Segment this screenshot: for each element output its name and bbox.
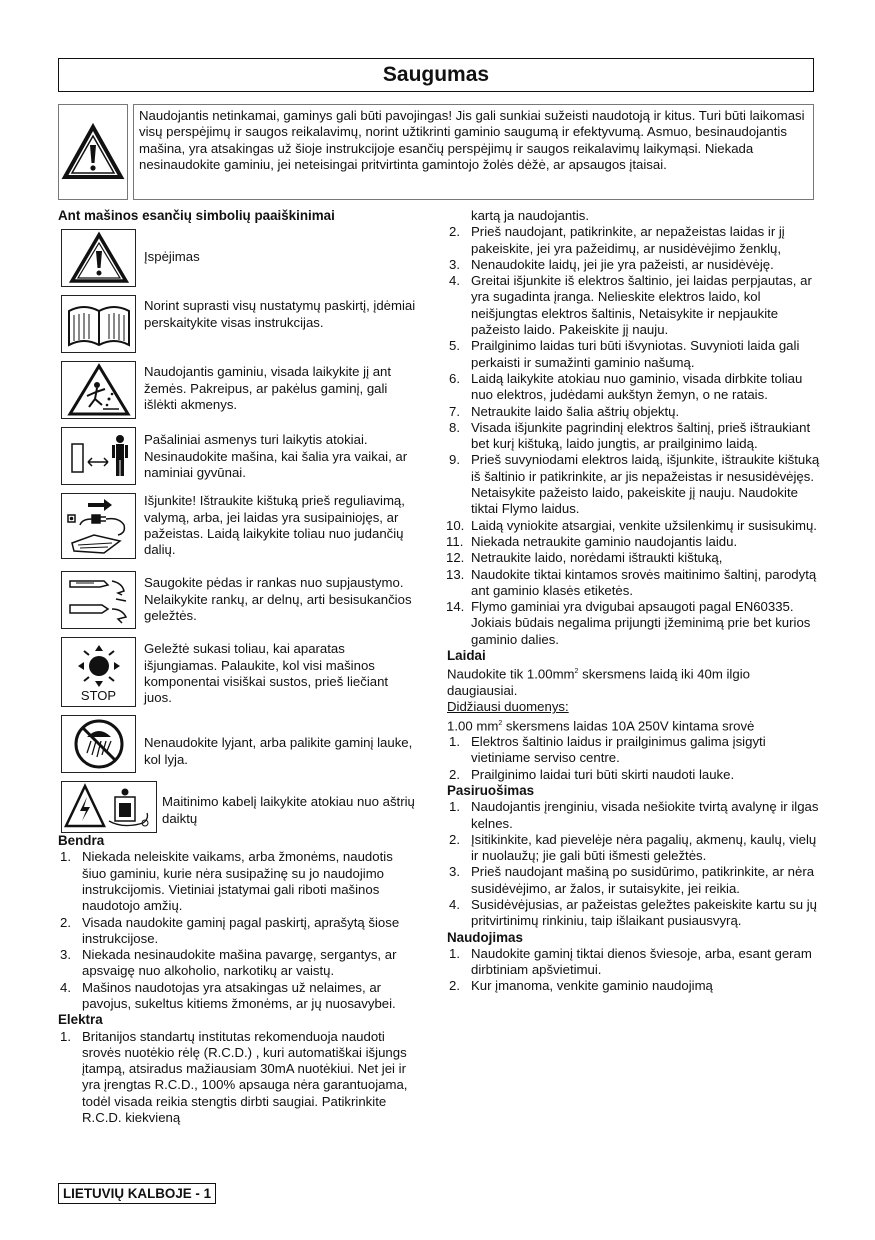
list-item: 2. Įsitikinkite, kad pievelėje nėra pagalių, akmenų, kaulų, vielų ir nuolaužų; jie gali būti išmesti geležtės.: [449, 831, 817, 864]
symbol-text-unplug: Išjunkite! Ištraukite kištuką prieš reguliavimą, valymą, arba, jei laidas yra susipainiojęs, ar pažeistas. Laidą laikykite toliau nuo judančių dalių.: [144, 493, 405, 558]
symbol-row-bystanders: [58, 427, 418, 493]
list-item: 8. Visada išjunkite pagrindinį elektros šaltinį, prieš ištraukiant bet kurį kištuką, laido jungtis, ar prailginimo laidą.: [449, 419, 811, 452]
laidai-paragraph: Naudokite tik $1.00mm^2$ skersmens laidą iki 40m ilgio daugiausiai.: [447, 666, 750, 698]
list-bendra: [58, 849, 418, 1012]
list-item: kartą ja naudojantis.: [471, 208, 590, 223]
hands-feet-blade-icon: [61, 571, 136, 629]
warning-icon-box: [58, 104, 128, 200]
list-item: 13. Naudokite tiktai kintamos srovės maitinimo šaltinį, parodytą ant gaminio klasės etiketės.: [446, 566, 817, 598]
symbols-heading: Ant mašinos esančių simbolių paaiškinimai: [58, 208, 335, 223]
list-item: 2. Prailginimo laidai turi būti skirti naudoti lauke.: [449, 766, 735, 782]
list-item: 10. Laidą vyniokite atsargiai, venkite užsilenkimų ir susisukimų.: [446, 517, 817, 533]
list-item: 1. Elektros šaltinio laidus ir prailginimus galima įsigyti vietiniame serviso centre.: [449, 734, 766, 766]
list-item: 1. Niekada neleiskite vaikams, arba žmonėms, naudotis šiuo gaminiu, kurie nėra susipažinę su jo naudojimo instrukcijomis. Vietiniai įstatymai gali riboti mašinos naudotojo amžių.: [60, 849, 393, 914]
flying-stones-icon: [61, 361, 136, 419]
list-item: 3. Nenaudokite laidų, jei jie yra pažeisti, ar nusidėvėję.: [449, 256, 774, 272]
manual-book-icon: [61, 295, 136, 353]
section-heading-laidai: Laidai: [447, 648, 486, 664]
unplug-icon: [61, 493, 136, 559]
list-item: 2. Kur įmanoma, venkite gaminio naudojimą: [449, 978, 713, 994]
section-heading-bendra: Bendra: [58, 833, 105, 849]
warning-triangle-icon: [59, 105, 127, 199]
right-column: [447, 208, 822, 995]
list-item: 2. Prieš naudojant, patikrinkite, ar nepažeistas laidas ir jį pakeiskite, jei yra pažeidimų, ar nusidėvėjimo ženklų,: [449, 224, 785, 256]
left-column: [58, 208, 418, 1126]
symbol-text-bystanders: Pašaliniai asmenys turi laikytis atokiai. Nesinaudokite mašina, kai šalia yra vaikai, ar naminiai gyvūnai.: [144, 432, 408, 481]
symbol-text-stones: Naudojantis gaminiu, visada laikykite jį ant žemės. Pakreipus, ar pakėlus gaminį, gali išlėkti akmenys.: [144, 364, 392, 413]
list-item: 1. Britanijos standartų institutas rekomenduoja naudoti srovės nuotėkio rėlę (R.C.D.) , kuri automatiškai išjungs įtampą, atsiradus mažiausiam 30mA nuotėkiui. Net jei ir yra įrengtas R.C.D., 100% apsauga nėra garantuojama, todėl visada reikia stengtis dirbti saugiai. Patikrinkite R.C.D. kiekvieną: [60, 1028, 408, 1126]
page-footer: LIETUVIŲ KALBOJE - 1: [58, 1183, 216, 1204]
symbol-text-manual: Norint suprasti visų nustatymų paskirtį, įdėmiai perskaitykite visas instrukcijas.: [144, 298, 416, 330]
list-item: 2. Visada naudokite gaminį pagal paskirtį, aprašytą šiose instrukcijose.: [60, 914, 400, 946]
stop-label: STOP: [80, 688, 117, 704]
list-item: 12. Netraukite laido, norėdami ištraukti kištuką,: [446, 550, 723, 566]
warning-text: Naudojantis netinkamai, gaminys gali būti pavojingas! Jis gali sunkiai sužeisti naudotoją ir kitus. Turi būti laikomasi visų perspėjimų ir saugos reikalavimų, norint užtikrinti gaminio saugumą ir efektyvumą. Asmuo, besinaudojantis mašina, yra atsakingas už šioje instrukcijoje esančių perspėjimų ir saugos reikalavimų laikymąsi. Niekada nesinaudokite gaminiu, jei neteisingai pritvirtinta gamintojo žolės dėžė, ar apsaugos įtaisai.: [133, 104, 814, 200]
page-title: Saugumas: [58, 58, 814, 92]
section-heading-pasiruosimas: Pasiruošimas: [447, 783, 535, 799]
list-laidai: [447, 734, 822, 783]
list-item: 1. Naudojantis įrenginiu, visada nešiokite tvirtą avalynę ir ilgas kelnes.: [449, 799, 819, 831]
list-item: 5. Prailginimo laidas turi būti išvyniotas. Suvynioti laida gali perkaisti ir sumažinti gaminio našumą.: [449, 338, 800, 370]
list-item: 9. Prieš suvyniodami elektros laidą, išjunkite, ištraukite kištuką iš šaltinio ir patikrinkite, ar jis nepažeistas ir nesusidėvėjęs. Netaisykite pažeisto laido, pakeiskite jį nauju. Naudokite tiktai Flymo laidus.: [449, 452, 820, 517]
list-elektra-start: [58, 1029, 418, 1127]
list-item: 4. Greitai išjunkite iš elektros šaltinio, jei laidas perpjautas, ar yra sugadinta įranga. Nelieskite elektros laido, kol neišjungtas elektros šaltinis, Netaisykite ir nepjaukite pažeisto laido. Pakeiskite jį nauju.: [449, 273, 812, 338]
cable-hazard-icon: [61, 781, 157, 833]
list-pasiruosimas: [447, 799, 822, 929]
symbol-text-hands-feet: Saugokite pėdas ir rankas nuo supjaustymo. Nelaikykite rankų, ar delnų, arti besisukančios geležtės.: [144, 575, 412, 624]
list-item: 11. Niekada netraukite gaminio naudojantis laidu.: [446, 533, 738, 549]
list-item: 3. Prieš naudojant mašiną po susidūrimo, patikrinkite, ar nėra susidėvėjimo, ar žalos, ir sutaisykite, jei reikia.: [449, 864, 815, 896]
warning-triangle-icon: [61, 229, 136, 287]
symbol-row-hands-feet: [58, 571, 418, 637]
laidai-max-data: 1.00 $mm^2$ skersmens laidas 10A 250V kintama srovė: [447, 717, 755, 733]
symbol-row-warning: [58, 229, 418, 295]
symbol-text-rain: Nenaudokite lyjant, arba palikite gaminį lauke, kol lyja.: [144, 735, 413, 767]
section-heading-naudojimas: Naudojimas: [447, 929, 523, 945]
bystander-distance-icon: [61, 427, 136, 485]
list-item: 4. Mašinos naudotojas yra atsakingas už nelaimes, ar pavojus, sukeltus kitiems žmonėms, ar jų nuosavybei.: [60, 979, 396, 1012]
list-naudojimas: [447, 946, 822, 995]
symbol-text-warning: Įspėjimas: [144, 249, 200, 265]
no-rain-icon: [61, 715, 136, 773]
section-heading-elektra: Elektra: [58, 1012, 103, 1028]
list-item: 1. Naudokite gaminį tiktai dienos šviesoje, arba, esant geram dirbtiniam apšvietimui.: [449, 945, 812, 978]
symbol-row-rain: [58, 715, 418, 781]
list-item: 14. Flymo gaminiai yra dvigubai apsaugoti pagal EN60335. Jokiais būdais negalima prijungti įžeminimą prie bet kurios gaminio dalies.: [446, 599, 811, 647]
symbol-row-unplug: [58, 493, 418, 571]
symbol-row-cable: [58, 781, 418, 837]
laidai-subheading: Didžiausi duomenys:: [447, 699, 569, 715]
list-item: 7. Netraukite laido šalia aštrių objektų.: [449, 403, 680, 419]
list-elektra-continued: [447, 208, 822, 648]
list-item: 3. Niekada nesinaudokite mašina pavargę, sergantys, ar apsvaigę nuo alkoholio, narkotikų ar vaistų.: [60, 947, 397, 979]
list-item: 6. Laidą laikykite atokiau nuo gaminio, visada dirbkite toliau nuo elektros, judėdami aukštyn žemyn, o ne ratais.: [449, 370, 803, 403]
list-item: 4. Susidėvėjusias, ar pažeistas geležtes pakeiskite kartu su jų pritvirtinimų rinkiniu, taip išlaikant pusiausvyrą.: [449, 897, 817, 929]
symbol-text-blade-stop: Geležtė sukasi toliau, kai aparatas išjungiamas. Palaukite, kol visi mašinos komponentai visiškai sustos, prieš liečiant juos.: [144, 641, 389, 706]
blade-stop-icon: [61, 637, 136, 707]
symbol-row-stones: [58, 361, 418, 427]
symbol-row-manual: [58, 295, 418, 361]
symbol-text-cable: Maitinimo kabelį laikykite atokiau nuo aštrių daiktų: [162, 794, 415, 826]
symbol-row-blade-stop: [58, 637, 418, 715]
